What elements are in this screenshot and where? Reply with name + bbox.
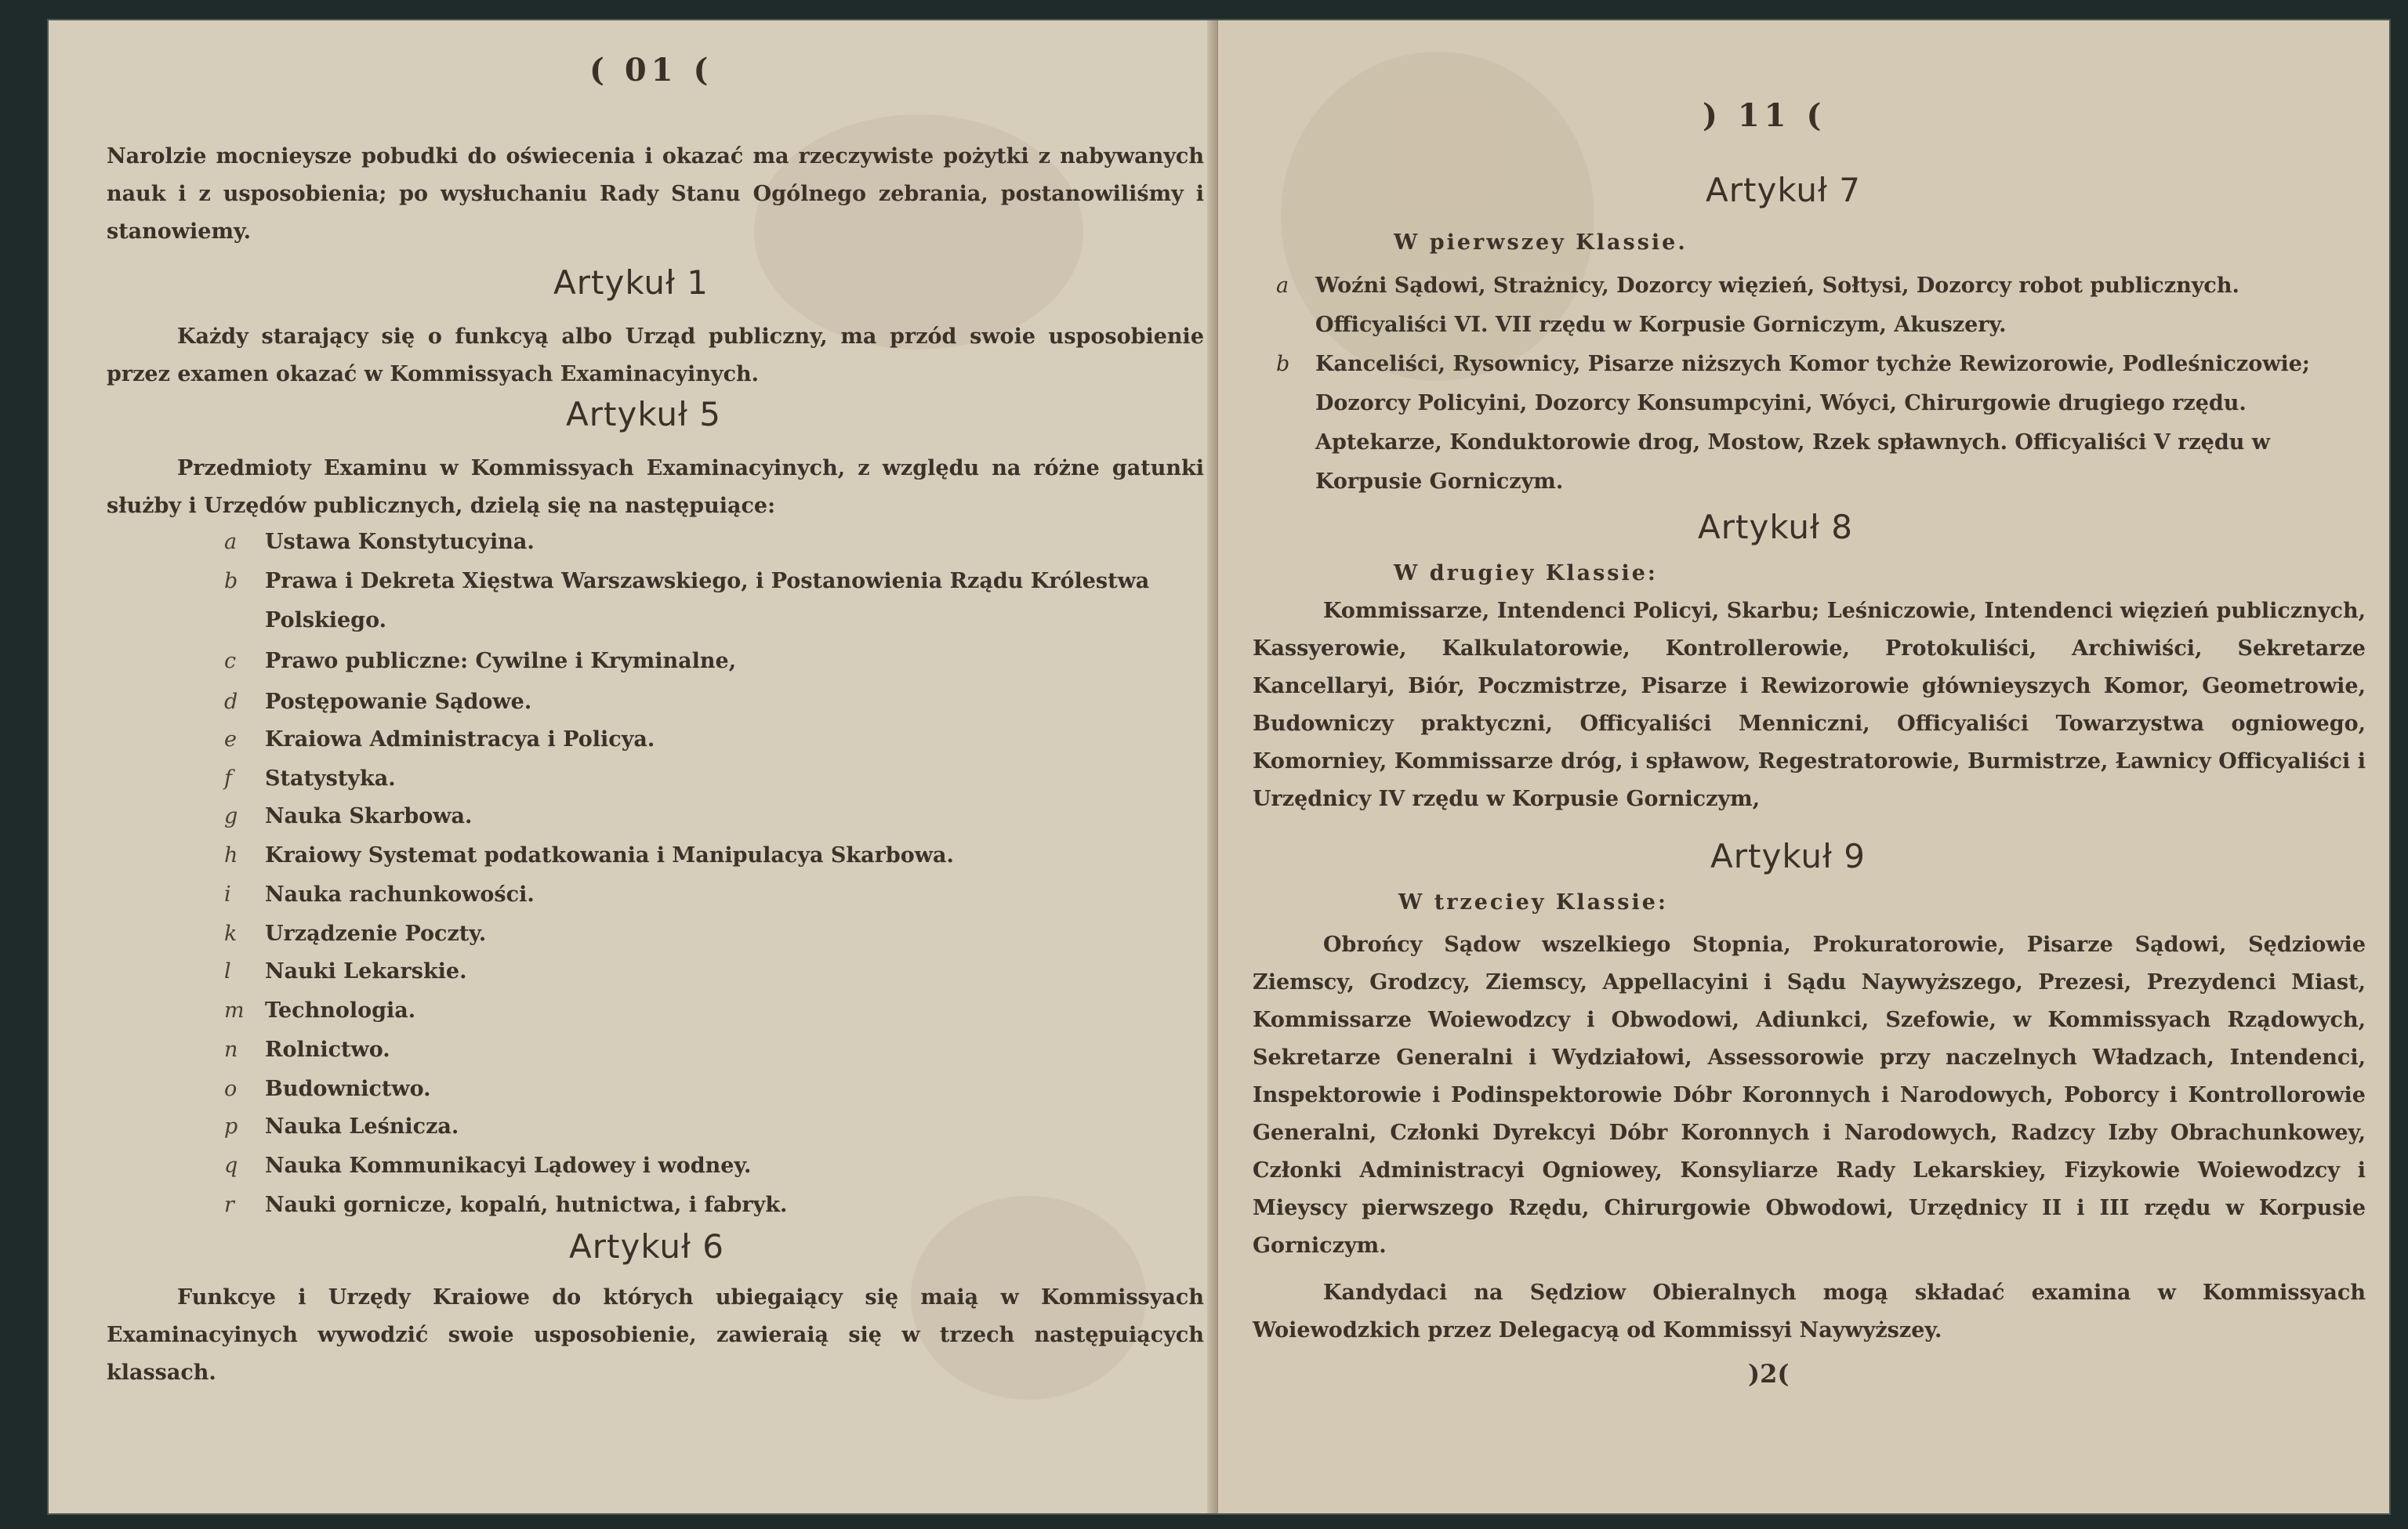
class-line: W drugiey Klassie: [1394,561,1658,585]
right-page [1218,20,2389,1513]
article-6-text: Funkcye i Urzędy Kraiowe do których ubiegaiący się maią w Kommissyach Examinacyinych wywodzić swoie usposobienie, zawieraią się w trzech następuiących klassach. [107,1285,1204,1385]
list-item: b Prawa i Dekreta Xięstwa Warszawskiego, i Postanowienia Rządu Królestwa [224,569,1150,593]
list-item: m Technologia. [224,998,416,1023]
list-item: h Kraiowy Systemat podatkowania i Manipulacya Skarbowa. [224,843,954,868]
article-7-heading: Artykuł 7 [1706,171,1861,209]
list-item: e Kraiowa Administracya i Policya. [224,727,655,752]
class-line: W trzeciey Klassie: [1398,890,1668,915]
list-item: c Prawo publiczne: Cywilne i Kryminalne, [224,649,737,673]
article-1-heading: Artykuł 1 [553,263,709,302]
page-number: ) 11 ( [1703,97,1826,134]
article-5-text: Przedmioty Examinu w Kommissyach Examinacyinych, z względu na różne gatunki służby i Urzędów publicznych, dzielą się na następuiące: [107,456,1204,518]
article-1-text: Każdy starający się o funkcyą albo Urząd publiczny, ma przód swoie usposobienie przez examen okazać w Kommissyach Examinacyinych. [107,324,1204,386]
list-item: r Nauki gornicze, kopalń, hutnictwa, i fabryk. [224,1193,788,1217]
article-9-text-2: Kandydaci na Sędziow Obieralnych mogą składać examina w Kommissyach Woiewodzkich przez Delegacyą od Kommissyi Naywyższey. [1253,1281,2366,1342]
list-item: f Statystyka. [224,766,396,791]
left-page [49,20,1218,1513]
book-spread [47,19,2391,1515]
intro-paragraph: Narolzie mocnieysze pobudki do oświecenia i okazać ma rzeczywiste pożytki z nabywanych nauk i z usposobienia; po wysłuchaniu Rady Stanu Ogólnego zebrania, postanowiliśmy i stanowiemy. [107,144,1204,244]
list-item: d Postępowanie Sądowe. [224,690,532,714]
article-6-heading: Artykuł 6 [569,1227,724,1266]
page-number: ( 01 ( [589,52,713,89]
catchword: )2( [1748,1359,1790,1389]
list-item: g Nauka Skarbowa. [224,804,473,828]
article-8-text: Kommissarze, Intendenci Policyi, Skarbu; Leśniczowie, Intendenci więzień publicznych, Kassyerowie, Kalkulatorowie, Kontrollerowie, Protokuliści, Archiwiści, Sekretarze Kancellaryi, Biór, Poczmistrze, Pisarze i Rewizorowie głównieyszych Komor, Geometrowie, Budowniczy praktyczni, Officyaliści Menniczni, Officyaliści Towarzystwa ogniowego, Komorniey, Kommissarze dróg, i spławow, Regestratorowie, Burmistrze, Ławnicy Officyaliści i Urzędnicy IV rzędu w Korpusie Gorniczym, [1253,599,2366,811]
class-line: W pierwszey Klassie. [1394,230,1688,255]
article-9-text: Obrońcy Sądow wszelkiego Stopnia, Prokuratorowie, Pisarze Sądowi, Sędziowie Ziemscy, Grodzcy, Ziemscy, Appellacyini i Sądu Naywyższego, Prezesi, Prezydenci Miast, Kommissarze Woiewodzcy i Obwodowi, Adiunkci, Szefowie, w Kommissyach Rządowych, Sekretarze Generalni i Wydziałowi, Assessorowie przy naczelnych Władzach, Intendenci, Inspektorowie i Podinspektorowie Dóbr Koronnych i Narodowych, Poborcy i Kontrollorowie Generalni, Członki Dyrekcyi Dóbr Koronnych i Narodowych, Radzcy Izby Obrachunkowey, Członki Administracyi Ogniowey, Konsyliarze Rady Lekarskiey, Fizykowie Woiewodzcy i Mieyscy pierwszego Rzędu, Chirurgowie Obwodowi, Urzędnicy II i III rzędu w Korpusie Gorniczym. [1253,933,2366,1258]
article-9-heading: Artykuł 9 [1710,837,1866,875]
list-item: o Budownictwo. [224,1077,431,1101]
list-item: l Nauki Lekarskie. [224,959,467,984]
article-8-heading: Artykuł 8 [1698,508,1853,546]
list-item: q Nauka Kommunikacyi Lądowey i wodney. [224,1154,752,1178]
list-item: i Nauka rachunkowości. [224,882,535,907]
list-item: k Urządzenie Poczty. [224,922,487,946]
list-item: b Kanceliści, Rysownicy, Pisarze niższych Komor tychże Rewizorowie, Podleśniczowie; Dozorcy Policyini, Dozorcy Konsumpcyini, Wóyci, Chirurgowie drugiego rzędu. Aptekarze, Konduktorowie drog, Mostow, Rzek spławnych. Officyaliści V rzędu w Korpusie Gorniczym. [1276,352,2310,494]
list-item: p Nauka Leśnicza. [224,1114,459,1139]
article-5-heading: Artykuł 5 [566,395,721,433]
list-item: a Ustawa Konstytucyina. [224,530,535,554]
list-item: Polskiego. [265,608,386,632]
list-item: a Woźni Sądowi, Strażnicy, Dozorcy więzień, Sołtysi, Dozorcy robot publicznych. Officyaliści VI. VII rzędu w Korpusie Gorniczym, Akuszery. [1276,274,2239,337]
list-item: n Rolnictwo. [224,1038,390,1062]
